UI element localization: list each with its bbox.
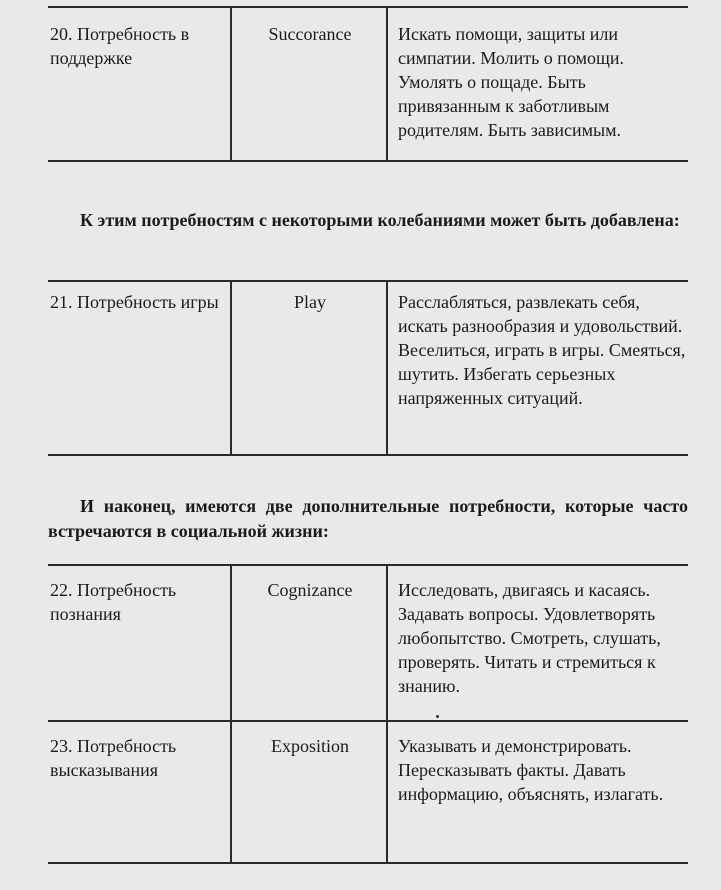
intro-paragraph-social: И наконец, имеются две дополнительные потребности, которые часто встречаются в социальной жизни: — [48, 496, 688, 541]
table-rule — [48, 564, 688, 566]
column-divider — [230, 280, 232, 456]
table-row-23-english: Exposition — [270, 736, 349, 756]
table-rule — [48, 720, 688, 722]
table-row-21-description: Расслабляться, развлекать себя, искать разнообразия и удовольствий. Веселиться, играть в игры. Смеяться, шутить. Избегать серьезных напряженных ситуаций. — [398, 292, 686, 408]
intro-paragraph-play: К этим потребностям с некоторыми колебаниями может быть добавлена: — [80, 210, 680, 230]
print-speck — [436, 715, 439, 718]
table-row-23-description: Указывать и демонстрировать. Пересказывать факты. Давать информацию, объяснять, излагать. — [398, 736, 664, 804]
table-row-20-english: Succorance — [268, 24, 352, 44]
table-row-22-english: Cognizance — [267, 580, 353, 600]
column-divider — [386, 280, 388, 456]
column-divider — [386, 564, 388, 864]
table-rule — [48, 454, 688, 456]
table-row-23-need: 23. Потребность высказывания — [50, 736, 177, 780]
table-row-20-description: Искать помощи, защиты или симпатии. Молить о помощи. Умолять о пощаде. Быть привязанным к заботливым родителям. Быть зависимым. — [398, 24, 624, 140]
table-rule — [48, 280, 688, 282]
table-row-22-description: Исследовать, двигаясь и касаясь. Задавать вопросы. Удовлетворять любопытство. Смотреть, слушать, проверять. Читать и стремиться к знанию. — [398, 580, 661, 696]
table-row-21-need: 21. Потребность игры — [50, 292, 219, 312]
table-rule — [48, 862, 688, 864]
table-row-20-need: 20. Потребность в поддержке — [50, 24, 190, 68]
table-row-22-need: 22. Потребность познания — [50, 580, 177, 624]
column-divider — [386, 6, 388, 162]
table-rule — [48, 160, 688, 162]
column-divider — [230, 564, 232, 864]
table-row-21-english: Play — [293, 292, 326, 312]
column-divider — [230, 6, 232, 162]
table-rule — [48, 6, 688, 8]
